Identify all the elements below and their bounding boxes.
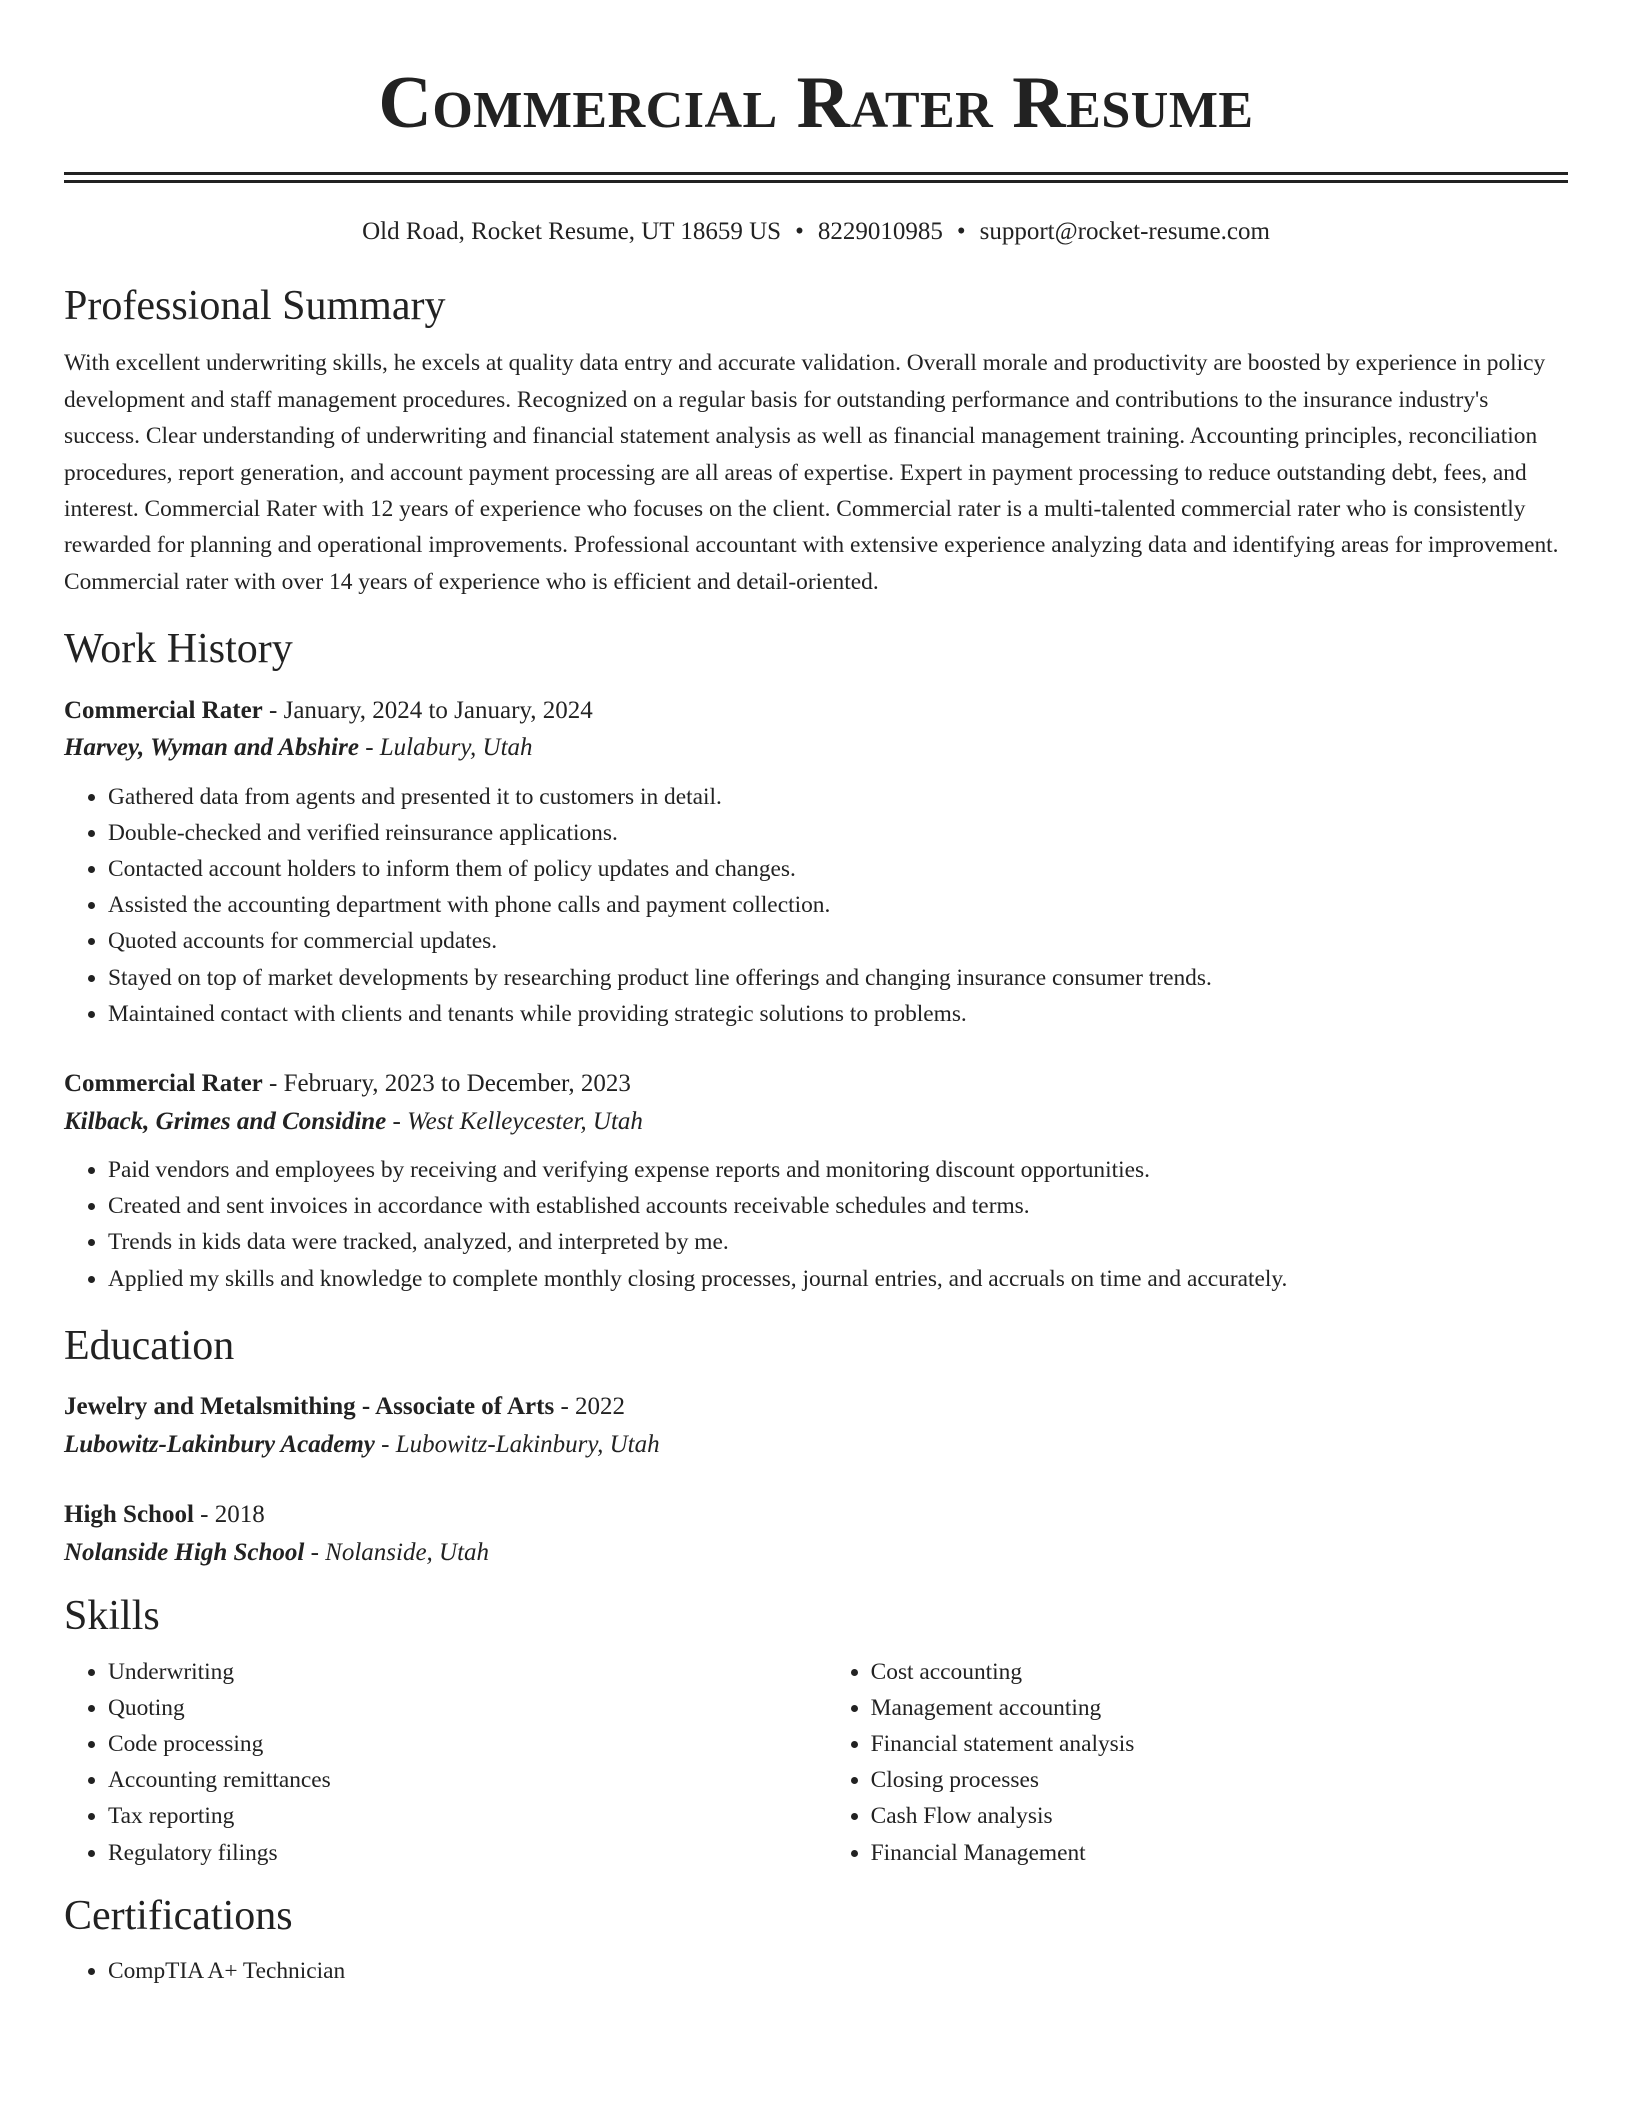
list-item: • Cash Flow analysis (871, 1798, 1568, 1834)
list-item: • Accounting remittances (108, 1762, 827, 1798)
education-school-line (64, 1537, 1568, 1570)
list-item: • Management accounting (871, 1690, 1568, 1726)
list-item: • Closing processes (871, 1762, 1568, 1798)
certifications-heading: Certifications (64, 1892, 293, 1939)
job-company-line (64, 1106, 1568, 1139)
job-company: Harvey, Wyman and Abshire (64, 734, 359, 762)
list-item: • Stayed on top of market developments by researching product line offerings and changing insurance consumer trends. (108, 960, 1568, 996)
list-item: • CompTIA A+ Technician (108, 1953, 1568, 1989)
education-degree-line (64, 1499, 1568, 1532)
list-item: • Assisted the accounting department with phone calls and payment collection. (108, 887, 1568, 923)
job-dates: - February, 2023 to December, 2023 (262, 1070, 631, 1098)
list-item: • Contacted account holders to inform them of policy updates and changes. (108, 851, 1568, 887)
list-item: • Gathered data from agents and presented it to customers in detail. (108, 779, 1568, 815)
job-location: - West Kelleycester, Utah (386, 1107, 643, 1135)
certifications-list (64, 1953, 1568, 1989)
skills-column-right (827, 1654, 1568, 1871)
list-item: • Code processing (108, 1726, 827, 1762)
title-double-rule (64, 172, 1568, 183)
job-location: - Lulabury, Utah (358, 734, 533, 762)
list-item: • Created and sent invoices in accordance with established accounts receivable schedules and terms. (108, 1188, 1568, 1224)
job-title: Commercial Rater (64, 1070, 263, 1098)
job-bullets (64, 1152, 1568, 1297)
list-item: • Financial statement analysis (871, 1726, 1568, 1762)
list-item: • Financial Management (871, 1835, 1568, 1871)
education-school: Lubowitz-Lakinbury Academy (64, 1430, 375, 1458)
skills-grid (64, 1654, 1568, 1871)
job-dates: - January, 2024 to January, 2024 (262, 696, 593, 724)
list-item: • Regulatory filings (108, 1835, 827, 1871)
list-item: • Cost accounting (871, 1654, 1568, 1690)
education-entry (64, 1391, 1568, 1461)
job-bullets (64, 779, 1568, 1032)
education-school: Nolanside High School (64, 1538, 305, 1566)
job-title-line (64, 695, 1568, 728)
contact-separator: • (795, 218, 804, 245)
job-entry (64, 695, 1568, 1032)
summary-heading: Professional Summary (64, 283, 446, 329)
contact-separator: • (956, 218, 966, 245)
contact-line (64, 217, 1568, 247)
skills-column-left (64, 1654, 827, 1871)
list-item: • Maintained contact with clients and tenants while providing strategic solutions to problems. (108, 996, 1568, 1032)
education-year: - 2022 (554, 1393, 626, 1421)
education-school-line (64, 1429, 1568, 1462)
list-item: • Underwriting (108, 1654, 827, 1690)
education-entry (64, 1499, 1568, 1569)
education-location: - Lubowitz-Lakinbury, Utah (374, 1430, 660, 1458)
list-item: • Applied my skills and knowledge to complete monthly closing processes, journal entries, and accruals on time and accurately. (108, 1261, 1568, 1297)
list-item: • Trends in kids data were tracked, analyzed, and interpreted by me. (108, 1224, 1568, 1260)
education-year: - 2018 (193, 1501, 265, 1529)
job-entry (64, 1068, 1568, 1297)
job-title: Commercial Rater (64, 696, 263, 724)
contact-address: Old Road, Rocket Resume, UT 18659 US (362, 218, 782, 245)
list-item: • Tax reporting (108, 1798, 827, 1834)
job-title-line (64, 1068, 1568, 1101)
education-heading: Education (64, 1322, 235, 1369)
resume-title: Commercial Rater Resume (378, 62, 1254, 144)
summary-text: With excellent underwriting skills, he excels at quality data entry and accurate validation. Overall morale and productivity are boosted by experience in policy development and staff management procedures. Recognized on a regular basis for outstanding performance and contributions to the insurance industry's success. Clear understanding of underwriting and financial statement analysis as well as financial management training. Accounting principles, reconciliation procedures, report generation, and account payment processing are all areas of expertise. Expert in payment processing to reduce outstanding debt, fees, and interest. Commercial Rater with 12 years of experience who focuses on the client. Commercial rater is a multi-talented commercial rater who is consistently rewarded for planning and operational improvements. Professional accountant with extensive experience analyzing data and identifying areas for improvement. Commercial rater with over 14 years of experience who is efficient and detail-oriented. (64, 350, 1559, 595)
job-company-line (64, 732, 1568, 765)
work-history-heading: Work History (64, 626, 293, 673)
job-company: Kilback, Grimes and Considine (64, 1107, 387, 1135)
list-item: • Paid vendors and employees by receiving and verifying expense reports and monitoring discount opportunities. (108, 1152, 1568, 1188)
education-degree-line (64, 1391, 1568, 1424)
contact-email: support@rocket-resume.com (979, 218, 1270, 245)
list-item: • Quoting (108, 1690, 827, 1726)
education-degree: Jewelry and Metalsmithing - Associate of Arts (64, 1393, 555, 1421)
list-item: • Double-checked and verified reinsurance applications. (108, 815, 1568, 851)
education-degree: High School (64, 1501, 194, 1529)
list-item: • Quoted accounts for commercial updates. (108, 923, 1568, 959)
contact-phone: 8229010985 (817, 218, 943, 245)
education-location: - Nolanside, Utah (304, 1538, 490, 1566)
skills-heading: Skills (64, 1593, 160, 1640)
